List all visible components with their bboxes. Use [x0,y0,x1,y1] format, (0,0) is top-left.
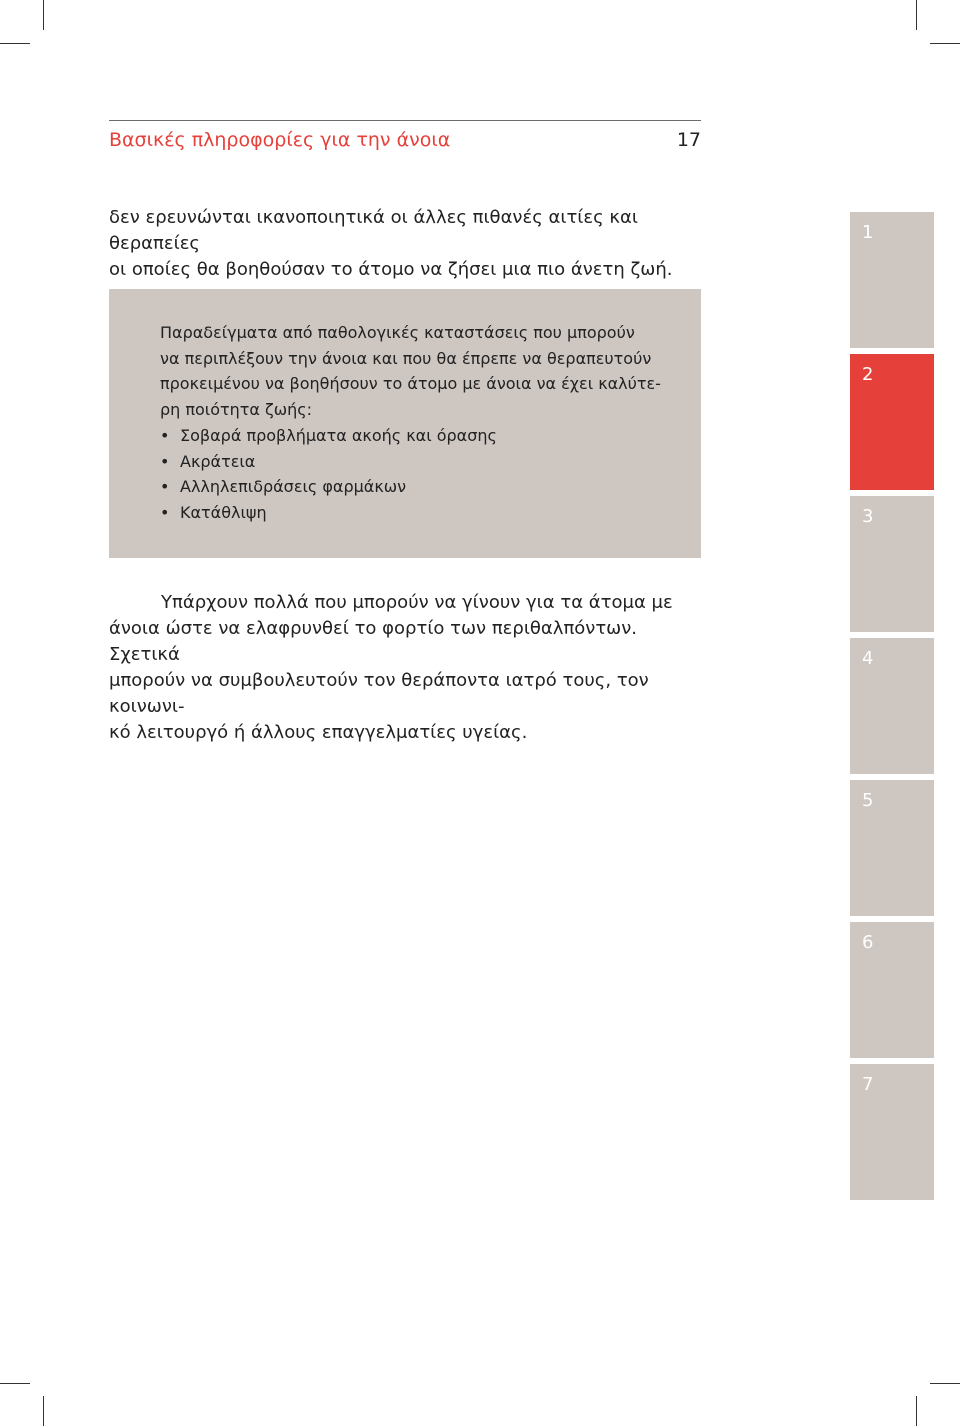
text-line [109,590,709,616]
bullet: • [160,477,170,497]
page-number: 17 [676,129,701,151]
list-item-text: Κατάθλιψη [180,502,267,522]
text-line: ρη ποιότητα ζωής: [160,400,313,420]
crop-mark [43,1396,44,1426]
crop-mark [916,0,917,30]
running-header [109,120,701,151]
text-line: δεν ερευνώνται ικανοποιητικά οι άλλες πιθανές αιτίες και θεραπείες [109,207,638,254]
crop-mark [0,1383,30,1384]
list-item [160,423,680,449]
body-paragraph [109,590,709,746]
chapter-tab-2[interactable] [850,354,934,490]
text-line: μπορούν να συμβουλευτούν τον θεράποντα ιατρό τους, τον κοινωνι- [109,670,649,717]
list-item [160,500,680,526]
chapter-tab-label: 4 [862,648,874,669]
chapter-tab-label: 2 [862,364,874,385]
list-item [160,449,680,475]
condition-list [160,423,680,526]
text-line: να περιπλέξουν την άνοια και που θα έπρεπε να θεραπευτούν [160,348,652,368]
text-line: οι οποίες θα βοηθούσαν το άτομο να ζήσει μια πιο άνετη ζωή. [109,259,673,280]
chapter-tab-7[interactable] [850,1064,934,1200]
chapter-tab-6[interactable] [850,922,934,1058]
crop-mark [930,43,960,44]
info-box-content [160,320,680,526]
list-item-text: Σοβαρά προβλήματα ακοής και όρασης [180,425,497,445]
text-line-content: Υπάρχουν πολλά που μπορούν να γίνουν για τα άτομα με [161,592,673,613]
chapter-tab-5[interactable] [850,780,934,916]
list-item-text: Αλληλεπιδράσεις φαρμάκων [180,477,407,497]
crop-mark [0,43,30,44]
bullet: • [160,451,170,471]
list-item [160,474,680,500]
chapter-tab-label: 5 [862,790,874,811]
text-line: προκειμένου να βοηθήσουν το άτομο με άνοια να έχει καλύτε- [160,374,661,394]
crop-mark [916,1396,917,1426]
info-box [109,289,701,558]
text-line: Παραδείγματα από παθολογικές καταστάσεις που μπορούν [160,323,635,342]
bullet: • [160,502,170,522]
chapter-tab-4[interactable] [850,638,934,774]
text-line: άνοια ώστε να ελαφρυνθεί το φορτίο των περιθαλπόντων. Σχετικά [109,618,638,665]
bullet: • [160,425,170,445]
chapter-tab-1[interactable] [850,212,934,348]
chapter-tab-label: 3 [862,506,874,527]
header-title: Βασικές πληροφορίες για την άνοια [109,129,451,151]
intro-paragraph [109,205,709,283]
crop-mark [43,0,44,30]
chapter-tab-3[interactable] [850,496,934,632]
crop-mark [930,1383,960,1384]
text-line: κό λειτουργό ή άλλους επαγγελματίες υγείας. [109,722,528,743]
chapter-tab-label: 6 [862,932,874,953]
chapter-tab-label: 1 [862,222,874,243]
list-item-text: Ακράτεια [180,451,256,471]
chapter-tab-label: 7 [862,1074,874,1095]
